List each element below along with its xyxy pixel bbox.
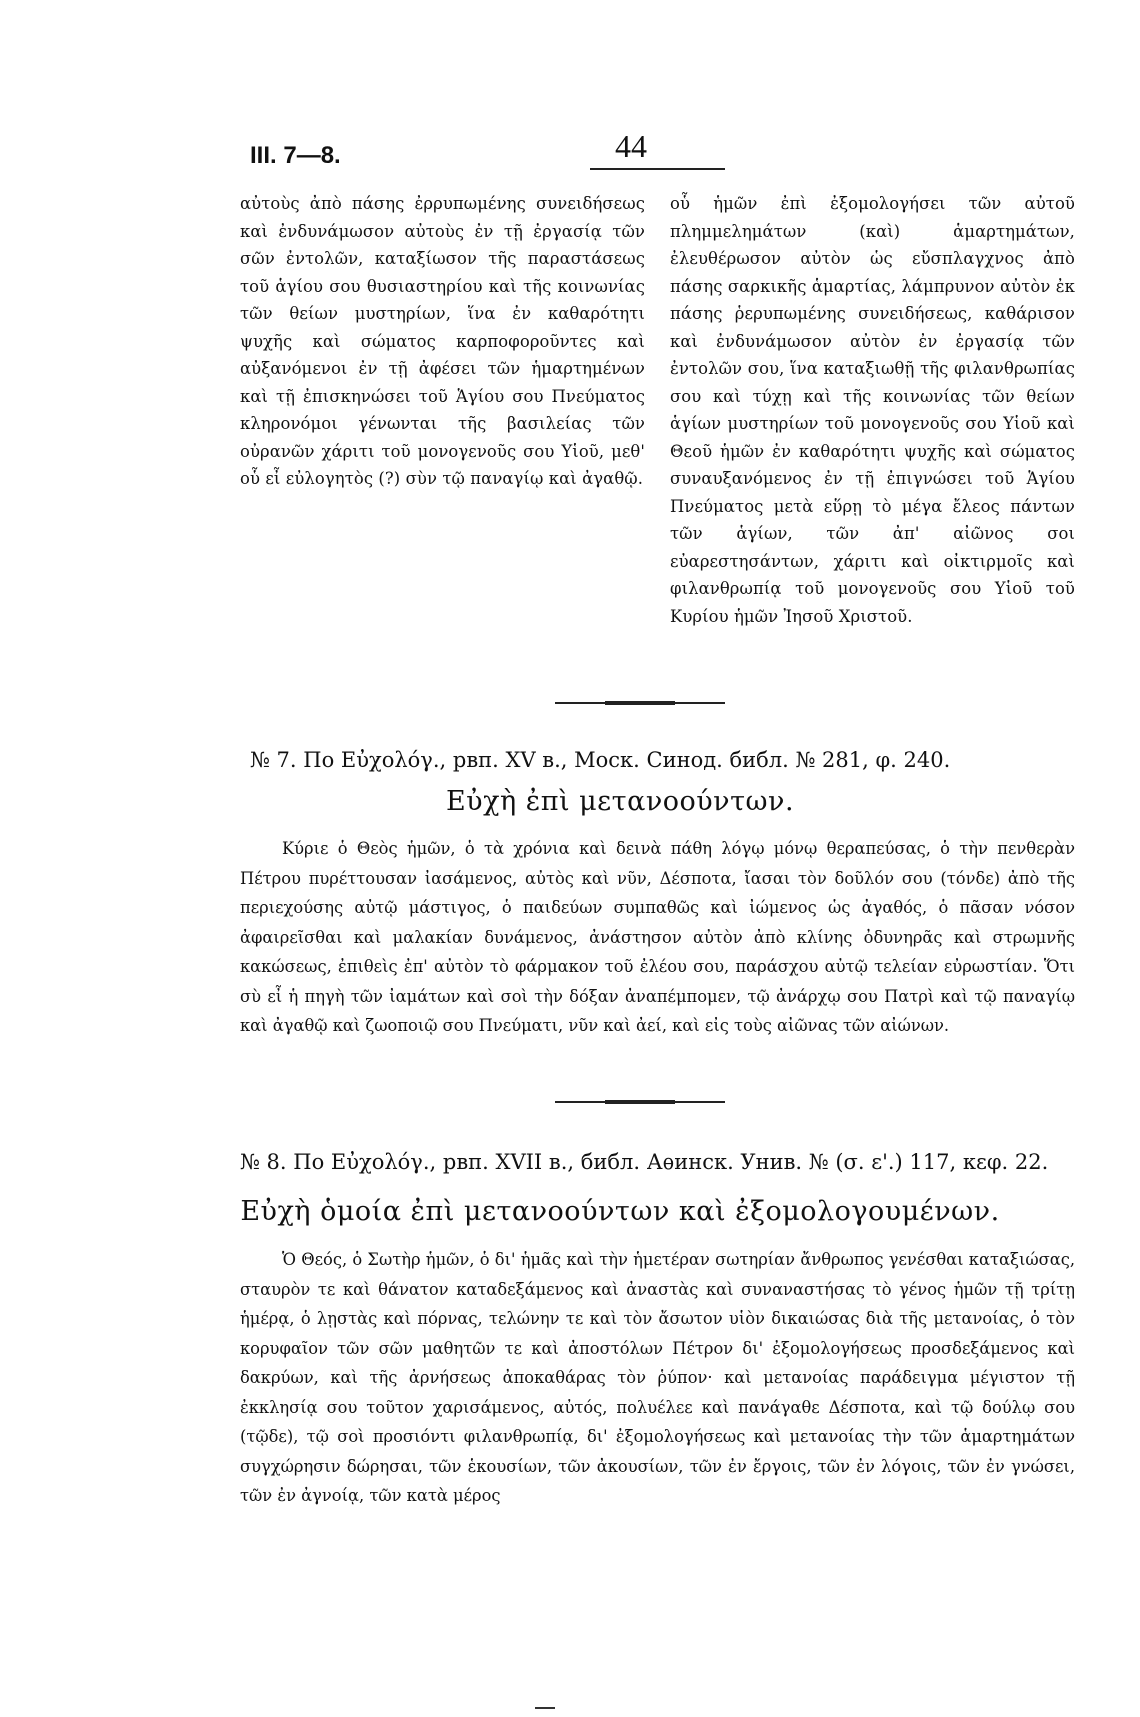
section-8-title: Εὐχὴ ὁμοία ἐπὶ μετανοούντων καὶ ἐξομολογουμένων. [240,1196,1000,1227]
section-divider [555,1101,725,1103]
footer-mark [535,1707,555,1709]
section-8-heading: № 8. По Εὐχολόγ., рвп. XVII в., библ. Аѳинск. Унив. № (σ. ε'.) 117, κεφ. 22. [240,1150,1049,1174]
page-header [0,128,1140,178]
section-divider [555,702,725,704]
section-8-text: Ὁ Θεός, ὁ Σωτὴρ ἡμῶν, ὁ δι' ἡμᾶς καὶ τὴν ἡμετέραν σωτηρίαν ἄνθρωπος γενέσθαι καταξιώσας, σταυρὸν τε καὶ θάνατον καταδεξάμενος καὶ ἀναστὰς καὶ συναναστήσας τὸ γένος ἡμῶν τῇ τρίτῃ ἡμέρᾳ, ὁ λῃστὰς καὶ πόρνας, τελώνην τε καὶ τὸν ἄσωτον υἱὸν δικαιώσας διὰ τῆς μετανοίας, ὁ τὸν κορυφαῖον τῶν σῶν μαθητῶν τε καὶ ἀποστόλων Πέτρον δι' ἐξομολογήσεως προσδεξάμενος καὶ δακρύων, καὶ τῆς ἀρνήσεως ἀποκαθάρας τὸν ῥύπον· καὶ μετανοίας παράδειγμα μέγιστον τῇ ἐκκλησίᾳ σου τοῦτον χαρισάμενος, αὐτός, πολυέλεε καὶ πανάγαθε Δέσποτα, καὶ τῷ δούλῳ σου (τῷδε), τῷ σοὶ προσιόντι φιλανθρωπίᾳ, δι' ἐξομολογήσεως καὶ μετανοίας τὴν τῶν ἁμαρτημάτων συγχώρησιν δώρησαι, τῶν ἑκουσίων, τῶν ἀκουσίων, τῶν ἐν ἔργοις, τῶν ἐν λόγοις, τῶν ἐν γνώσει, τῶν ἐν ἀγνοίᾳ, τῶν κατὰ μέρος [240,1250,1075,1505]
right-column [670,190,1075,630]
right-column-text: οὗ ἡμῶν ἐπὶ ἐξομολογήσει τῶν αὐτοῦ πλημμελημάτων (καὶ) ἁμαρτημάτων, ἐλευθέρωσον αὐτὸν ὡς εὔσπλαγχνος ἀπὸ πάσης σαρκικῆς ἁμαρτίας, λάμπρυνον αὐτὸν ἐκ πάσης ῥερυπωμένης συνειδήσεως, καθάρισον καὶ ἐνδυνάμωσον αὐτὸν ἐν ἐργασίᾳ τῶν ἐντολῶν σου, ἵνα καταξιωθῇ τῆς φιλανθρωπίας σου καὶ τύχῃ καὶ τῆς κοινωνίας τῶν θείων ἁγίων μυστηρίων τοῦ μονογενοῦς σου Υἱοῦ καὶ Θεοῦ ἡμῶν ἐν καθαρότητι ψυχῆς καὶ σώματος συναυξανόμενος ἐν τῇ ἐπιγνώσει τοῦ Ἁγίου Πνεύματος μετὰ εὕρῃ τὸ μέγα ἔλεος πάντων τῶν ἁγίων, τῶν ἀπ' αἰῶνος σοι εὐαρεστησάντων, χάριτι καὶ οἰκτιρμοῖς καὶ φιλανθρωπίᾳ τοῦ μονογενοῦς σου Υἱοῦ τοῦ Κυρίου ἡμῶν Ἰησοῦ Χριστοῦ. [670,194,1075,626]
running-head: III. 7—8. [250,142,341,169]
left-column-text: αὐτοὺς ἀπὸ πάσης ἐρρυπωμένης συνειδήσεως καὶ ἐνδυνάμωσον αὐτοὺς ἐν τῇ ἐργασίᾳ τῶν σῶν ἐντολῶν, καταξίωσον τῆς παραστάσεως τοῦ ἁγίου σου θυσιαστηρίου καὶ τῆς κοινωνίας τῶν θείων μυστηρίων, ἵνα ἐν καθαρότητι ψυχῆς καὶ σώματος καρποφοροῦντες καὶ αὐξανόμενοι ἐν τῇ ἀφέσει τῶν ἡμαρτημένων καὶ τῇ ἐπισκηνώσει τοῦ Ἁγίου σου Πνεύματος κληρονόμοι γένωνται τῆς βασιλείας τῶν οὐρανῶν χάριτι τοῦ μονογενοῦς σου Υἱοῦ, μεθ' οὗ εἶ εὐλογητὸς (?) σὺν τῷ παναγίῳ καὶ ἀγαθῷ. [240,194,645,488]
section-7-title: Εὐχὴ ἐπὶ μετανοούντων. [445,786,795,817]
page-number: 44 [615,128,647,164]
section-7-heading: № 7. По Εὐχολόγ., рвп. XV в., Моск. Синод. библ. № 281, φ. 240. [250,748,951,772]
left-column [240,190,645,493]
header-rule [590,168,725,170]
section-7-text: Κύριε ὁ Θεὸς ἡμῶν, ὁ τὰ χρόνια καὶ δεινὰ πάθη λόγῳ μόνῳ θεραπεύσας, ὁ τὴν πενθερὰν Πέτρου πυρέττουσαν ἰασάμενος, αὐτὸς καὶ νῦν, Δέσποτα, ἴασαι τὸν δοῦλόν σου (τόνδε) ἀπὸ τῆς περιεχούσης αὐτῷ μάστιγος, ὁ παιδεύων συμπαθῶς καὶ ἰώμενος ὡς ἀγαθός, ὁ πᾶσαν νόσον ἀφαιρεῖσθαι καὶ μαλακίαν δυνάμενος, ἀνάστησον αὐτὸν ἀπὸ κλίνης ὀδυνηρᾶς καὶ στρωμνῆς κακώσεως, ἐπιθεὶς ἐπ' αὐτὸν τὸ φάρμακον τοῦ ἐλέου σου, παράσχου αὐτῷ τελείαν εὐρωστίαν. Ὅτι σὺ εἶ ἡ πηγὴ τῶν ἰαμάτων καὶ σοὶ τὴν δόξαν ἀναπέμπομεν, τῷ ἀνάρχῳ σου Πατρὶ καὶ τῷ παναγίῳ καὶ ἀγαθῷ καὶ ζωοποιῷ σου Πνεύματι, νῦν καὶ ἀεί, καὶ εἰς τοὺς αἰῶνας τῶν αἰώνων. [240,839,1075,1035]
